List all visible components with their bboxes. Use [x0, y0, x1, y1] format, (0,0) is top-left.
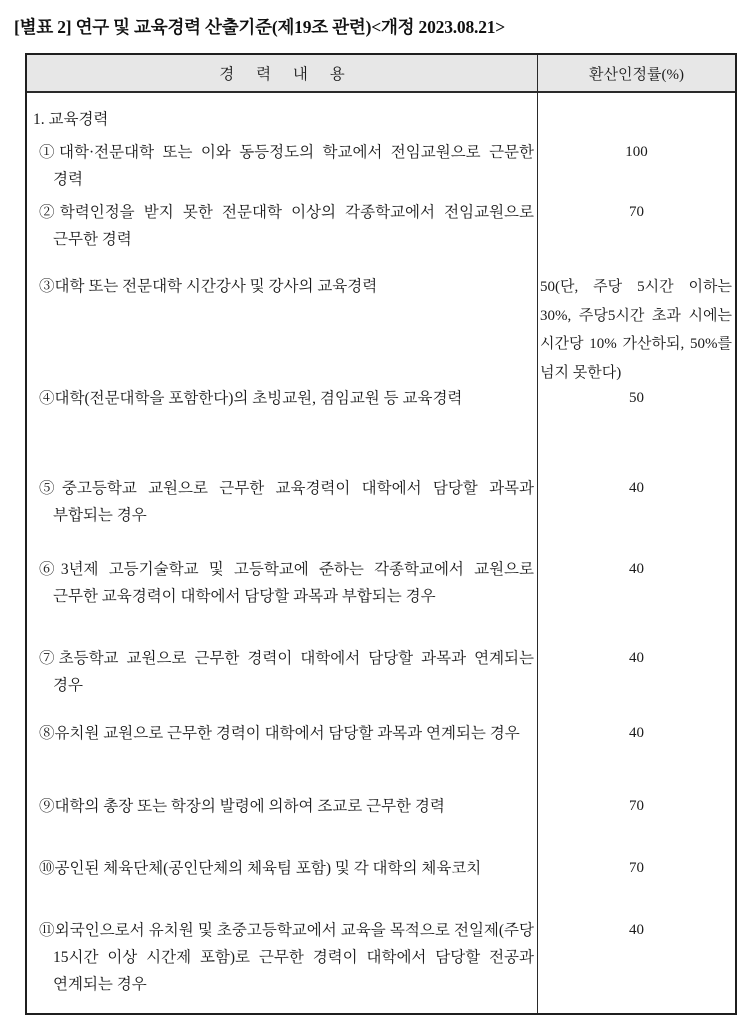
table-row: [27, 793, 735, 855]
row-text: ⑦초등학교 교원으로 근무한 경력이 대학에서 담당할 과목과 연계되는 경우: [39, 650, 534, 694]
header-career-content: 경 력 내 용: [219, 66, 354, 83]
row-text: ⑧유치원 교원으로 근무한 경력이 대학에서 담당할 과목과 연계되는 경우: [39, 725, 520, 742]
row-rate: 40: [537, 475, 735, 556]
table-row: [27, 917, 735, 1013]
row-text: ⑥3년제 고등기술학교 및 고등학교에 준하는 각종학교에서 교원으로 근무한 교육경력이 대학에서 담당할 과목과 부합되는 경우: [39, 561, 534, 605]
row-rate: 100: [537, 139, 735, 199]
table-row: [27, 139, 735, 199]
section-label: 1. 교육경력: [33, 111, 109, 128]
row-text: ③대학 또는 전문대학 시간강사 및 강사의 교육경력: [39, 278, 378, 295]
row-rate: 40: [537, 645, 735, 720]
row-rate: 70: [537, 793, 735, 855]
row-text: ⑤중고등학교 교원으로 근무한 교육경력이 대학에서 담당할 과목과 부합되는 경우: [39, 480, 534, 524]
table-row: [27, 556, 735, 645]
table-header-row: [27, 55, 735, 93]
row-text: ①대학·전문대학 또는 이와 동등정도의 학교에서 전임교원으로 근문한 경력: [39, 144, 534, 188]
experience-table: [25, 53, 737, 1015]
table-row: [27, 645, 735, 720]
row-rate: 50: [537, 385, 735, 475]
row-rate: 40: [537, 917, 735, 1013]
section-row-education-career: [27, 93, 735, 139]
page-title: [별표 2] 연구 및 교육경력 산출기준(제19조 관련)<개정 2023.08.21>: [14, 17, 506, 37]
table-row: [27, 475, 735, 556]
row-rate: 40: [537, 720, 735, 793]
row-text: ②학력인정을 받지 못한 전문대학 이상의 각종학교에서 전임교원으로 근무한 경력: [39, 204, 534, 248]
row-rate: 50(단, 주당 5시간 이하는 30%, 주당5시간 초과 시에는 시간당 10% 가산하되, 50%를 넘지 못한다): [537, 273, 735, 385]
table-row: [27, 720, 735, 793]
row-text: ⑩공인된 체육단체(공인단체의 체육팀 포함) 및 각 대학의 체육코치: [39, 860, 482, 877]
row-rate: 40: [537, 556, 735, 645]
row-text: ⑨대학의 총장 또는 학장의 발령에 의하여 조교로 근무한 경력: [39, 798, 445, 815]
table-row: [27, 385, 735, 475]
row-text: ⑪외국인으로서 유치원 및 초중고등학교에서 교육을 목적으로 전일제(주당 15시간 이상 시간제 포함)로 근무한 경력이 대학에서 담당할 전공과 연계되는 경우: [39, 922, 534, 993]
table-body: [27, 93, 735, 1013]
table-row: [27, 199, 735, 273]
row-rate: 70: [537, 855, 735, 917]
row-rate: 70: [537, 199, 735, 273]
table-row: [27, 855, 735, 917]
section-rate-cell: [537, 93, 735, 139]
row-text: ④대학(전문대학을 포함한다)의 초빙교원, 겸임교원 등 교육경력: [39, 390, 463, 407]
header-conversion-rate: 환산인정률(%): [537, 55, 735, 91]
table-row: [27, 273, 735, 385]
